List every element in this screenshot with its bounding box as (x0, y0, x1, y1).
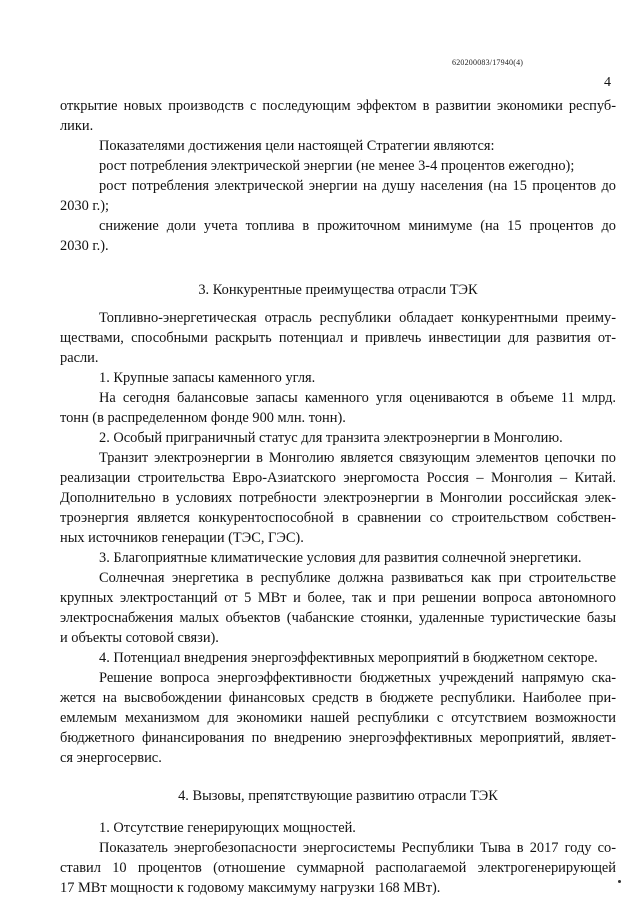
text-line: 2030 г.). (60, 238, 109, 254)
text-line: ставил 10 процентов (отношение суммарной располагаемой электрогенерирующей (60, 860, 616, 876)
scan-speck (618, 880, 621, 883)
page-number: 4 (604, 75, 611, 90)
document-code: 620200083/17940(4) (452, 58, 524, 67)
section-heading: 3. Конкурентные преимущества отрасли ТЭК (198, 282, 478, 298)
text-line: троэнергия является конкурентоспособной в сравнении со строительством собствен- (60, 510, 616, 526)
text-line: жется на высвобождении финансовых средств в бюджете республики. Наиболее при- (60, 690, 616, 706)
text-line: Дополнительно в условиях потребности электроэнергии в Монголии российская элек- (60, 490, 616, 506)
text-line: Решение вопроса энергоэффективности бюджетных учреждений напрямую ска- (99, 670, 616, 686)
text-line: электроснабжения малых объектов (чабанские стоянки, удаленные туристические базы (60, 610, 616, 626)
text-line: 1. Крупные запасы каменного угля. (99, 370, 316, 386)
text-line: Транзит электроэнергии в Монголию является связующим элементов цепочки по (99, 450, 616, 466)
text-line: Показателями достижения цели настоящей Стратегии являются: (99, 138, 495, 154)
text-line: ся энергосервис. (60, 750, 162, 766)
text-line: Солнечная энергетика в республике должна развиваться как при строительстве (99, 570, 616, 586)
text-line: 3. Благоприятные климатические условия для развития солнечной энергетики. (99, 550, 582, 566)
text-line: тонн (в распределенном фонде 900 млн. тонн). (60, 410, 346, 426)
text-line: 1. Отсутствие генерирующих мощностей. (99, 820, 356, 836)
text-line: ных источников генерации (ТЭС, ГЭС). (60, 530, 304, 546)
text-line: 17 МВт мощности к годовому максимуму нагрузки 168 МВт). (60, 880, 441, 896)
text-line: снижение доли учета топлива в прожиточном минимуме (на 15 процентов до (99, 218, 616, 234)
text-line: открытие новых производств с последующим эффектом в развитии экономики респуб- (60, 98, 616, 114)
text-line: крупных электростанций от 5 МВт и более, так и при решении вопроса автономного (60, 590, 616, 606)
text-line: рост потребления электрической энергии (не менее 3-4 процентов ежегодно); (99, 158, 575, 174)
section-heading: 4. Вызовы, препятствующие развитию отрасли ТЭК (178, 788, 498, 804)
text-line: реализации строительства Евро-Азиатского энергомоста Россия – Монголия – Китай. (60, 470, 616, 486)
text-line: 4. Потенциал внедрения энергоэффективных мероприятий в бюджетном секторе. (99, 650, 598, 666)
text-line: Показатель энергобезопасности энергосистемы Республики Тыва в 2017 году со- (99, 840, 616, 856)
text-line: бюджетного финансирования по внедрению энергоэффективных мероприятий, являет- (60, 730, 616, 746)
text-line: ществами, способными раскрыть потенциал и привлечь инвестиции для развития от- (60, 330, 616, 346)
text-line: На сегодня балансовые запасы каменного угля оцениваются в объеме 11 млрд. (99, 390, 616, 406)
text-line: Топливно-энергетическая отрасль республики обладает конкурентными преиму- (99, 310, 616, 326)
text-line: и объекты сотовой связи). (60, 630, 219, 646)
text-line: емлемым механизмом для экономики нашей республики с отсутствием возможности (60, 710, 616, 726)
text-line: 2030 г.); (60, 198, 110, 214)
text-line: расли. (60, 350, 99, 366)
text-line: лики. (60, 118, 94, 134)
text-line: 2. Особый приграничный статус для транзита электроэнергии в Монголию. (99, 430, 563, 446)
text-line: рост потребления электрической энергии на душу населения (на 15 процентов до (99, 178, 616, 194)
